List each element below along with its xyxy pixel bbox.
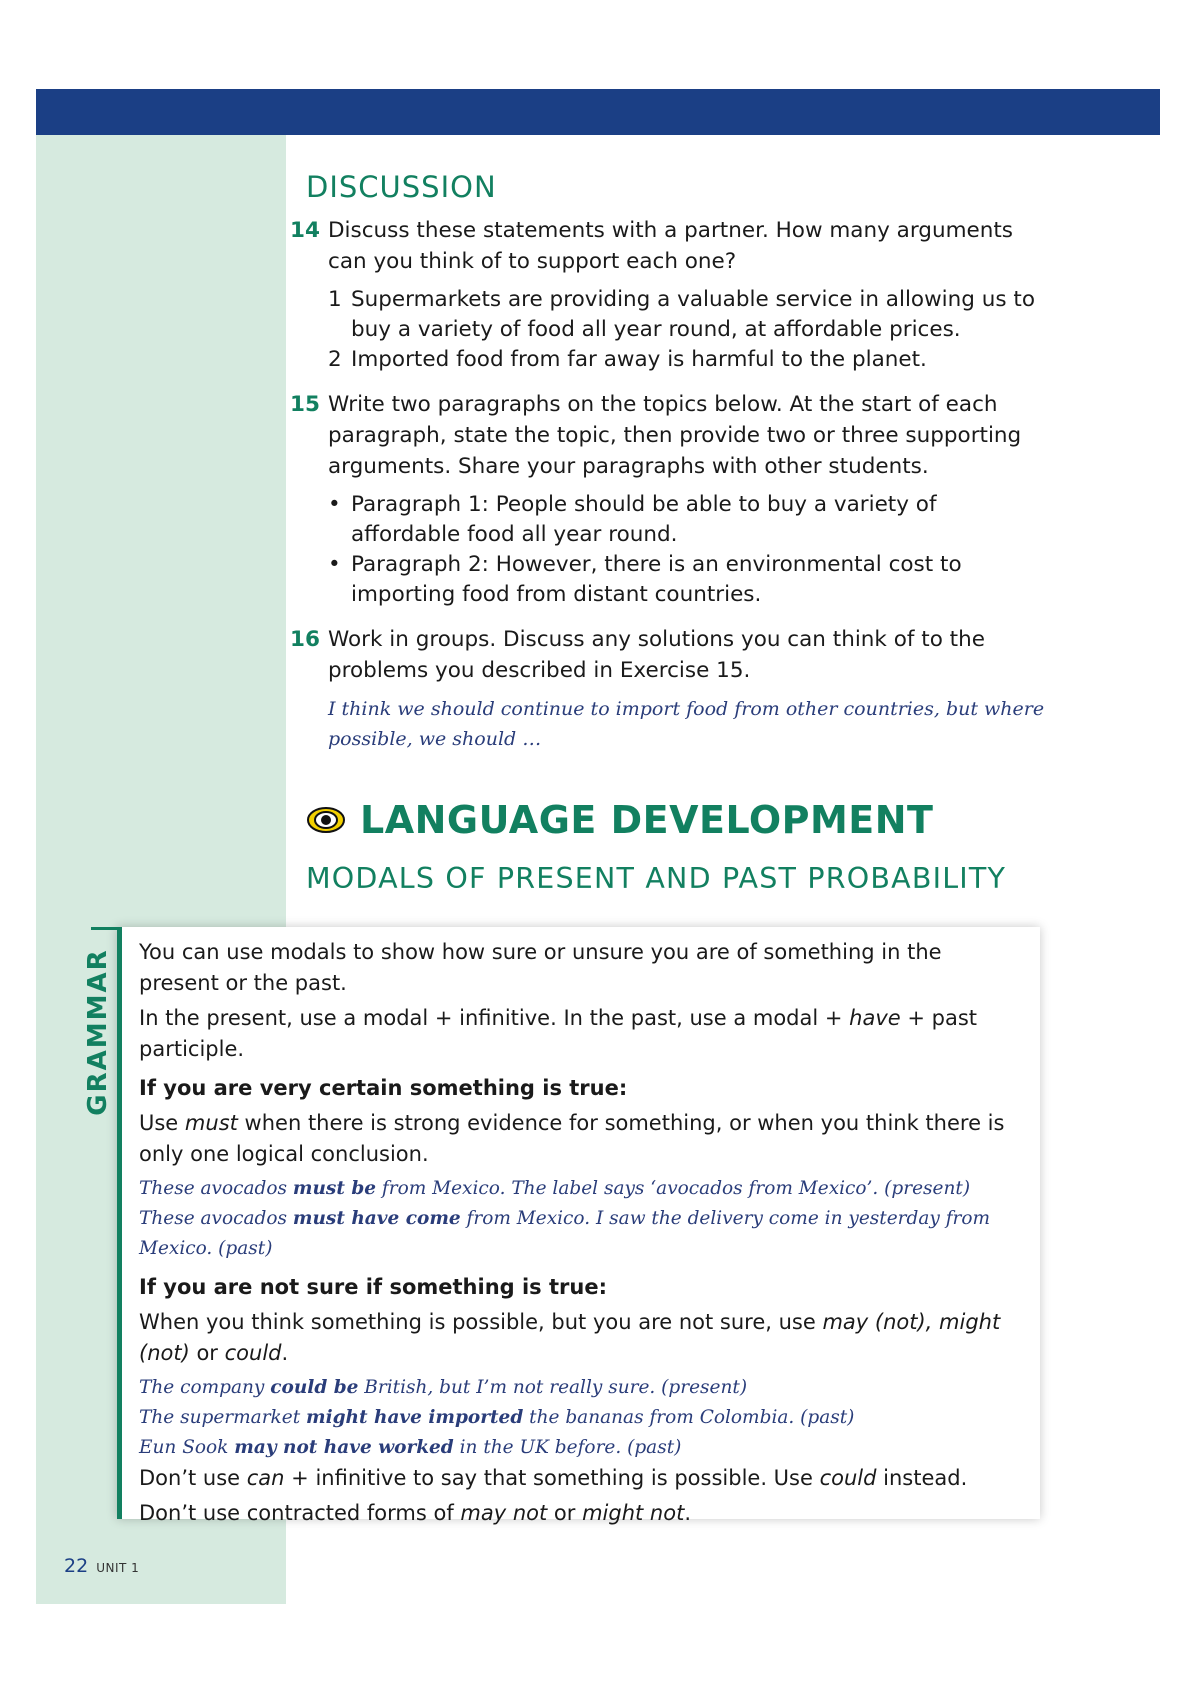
grammar-label: GRAMMAR — [83, 948, 113, 1116]
example-sentence: The company could be British, but I’m not really sure. (present) — [139, 1377, 748, 1398]
list-item: 1 Supermarkets are providing a valuable service in allowing us to buy a variety of food all year round, at affordable prices. — [328, 286, 1035, 342]
eye-icon — [306, 806, 346, 834]
grammar-paragraph: Don’t use contracted forms of may not or might not. — [139, 1501, 691, 1525]
section-title: DISCUSSION — [306, 170, 497, 204]
grammar-paragraph: You can use modals to show how sure or unsure you are of something in the present or the past. — [139, 940, 942, 995]
grammar-bar-tick — [91, 927, 122, 930]
exercise-14 — [290, 215, 1050, 375]
statement-list — [328, 285, 1050, 375]
discussion-section — [290, 170, 1050, 895]
example-sentence: These avocados must have come from Mexico. I saw the delivery come in yesterday from Mexico. (past) — [139, 1208, 991, 1259]
example-sentence: Eun Sook may not have worked in the UK before. (past) — [139, 1437, 682, 1458]
list-item: • Paragraph 1: People should be able to buy a variety of affordable food all year round. — [328, 491, 937, 547]
grammar-subheading: If you are not sure if something is true: — [139, 1275, 607, 1299]
language-title: LANGUAGE DEVELOPMENT — [360, 797, 934, 842]
language-development-heading — [306, 798, 1050, 842]
exercise-instruction: Write two paragraphs on the topics below. At the start of each paragraph, state the topic, then provide two or three supporting arguments. Share your paragraphs with other students. — [328, 391, 1022, 479]
grammar-subheading: If you are very certain something is true: — [139, 1076, 628, 1100]
exercise-instruction: Work in groups. Discuss any solutions you can think of to the problems you described in Exercise 15. — [328, 626, 985, 683]
example-sentence: These avocados must be from Mexico. The label says ‘avocados from Mexico’. (present) — [139, 1178, 971, 1199]
grammar-paragraph: Don’t use can + infinitive to say that something is possible. Use could instead. — [139, 1466, 968, 1490]
list-item: 2 Imported food from far away is harmful to the planet. — [328, 346, 927, 372]
page-number: 22 — [64, 1555, 89, 1577]
exercise-instruction: Discuss these statements with a partner. How many arguments can you think of to support each one? — [328, 217, 1014, 274]
unit-label: UNIT 1 — [96, 1561, 140, 1575]
exercise-16 — [290, 624, 1050, 754]
grammar-paragraph: Use must when there is strong evidence for something, or when you think there is only one logical conclusion. — [139, 1111, 1005, 1166]
list-item: • Paragraph 2: However, there is an environmental cost to importing food from distant countries. — [328, 551, 962, 607]
example-sentence: The supermarket might have imported the bananas from Colombia. (past) — [139, 1407, 855, 1428]
exercise-15 — [290, 389, 1050, 610]
example-sentence: I think we should continue to import food from other countries, but where possible, we should … — [328, 697, 1045, 750]
topic-list — [328, 490, 1050, 610]
grammar-content — [139, 937, 1019, 1533]
exercise-number: 16 — [290, 626, 320, 652]
grammar-bar — [117, 927, 122, 1519]
grammar-paragraph: When you think something is possible, but you are not sure, use may (not), might (not) or could. — [139, 1310, 1001, 1365]
header-bar — [36, 89, 1160, 135]
exercise-number: 14 — [290, 217, 320, 243]
grammar-paragraph: In the present, use a modal + infinitive. In the past, use a modal + have + past participle. — [139, 1006, 978, 1061]
exercise-number: 15 — [290, 391, 320, 417]
grammar-topic-title: MODALS OF PRESENT AND PAST PROBABILITY — [306, 861, 1007, 895]
page-footer — [64, 1555, 139, 1577]
